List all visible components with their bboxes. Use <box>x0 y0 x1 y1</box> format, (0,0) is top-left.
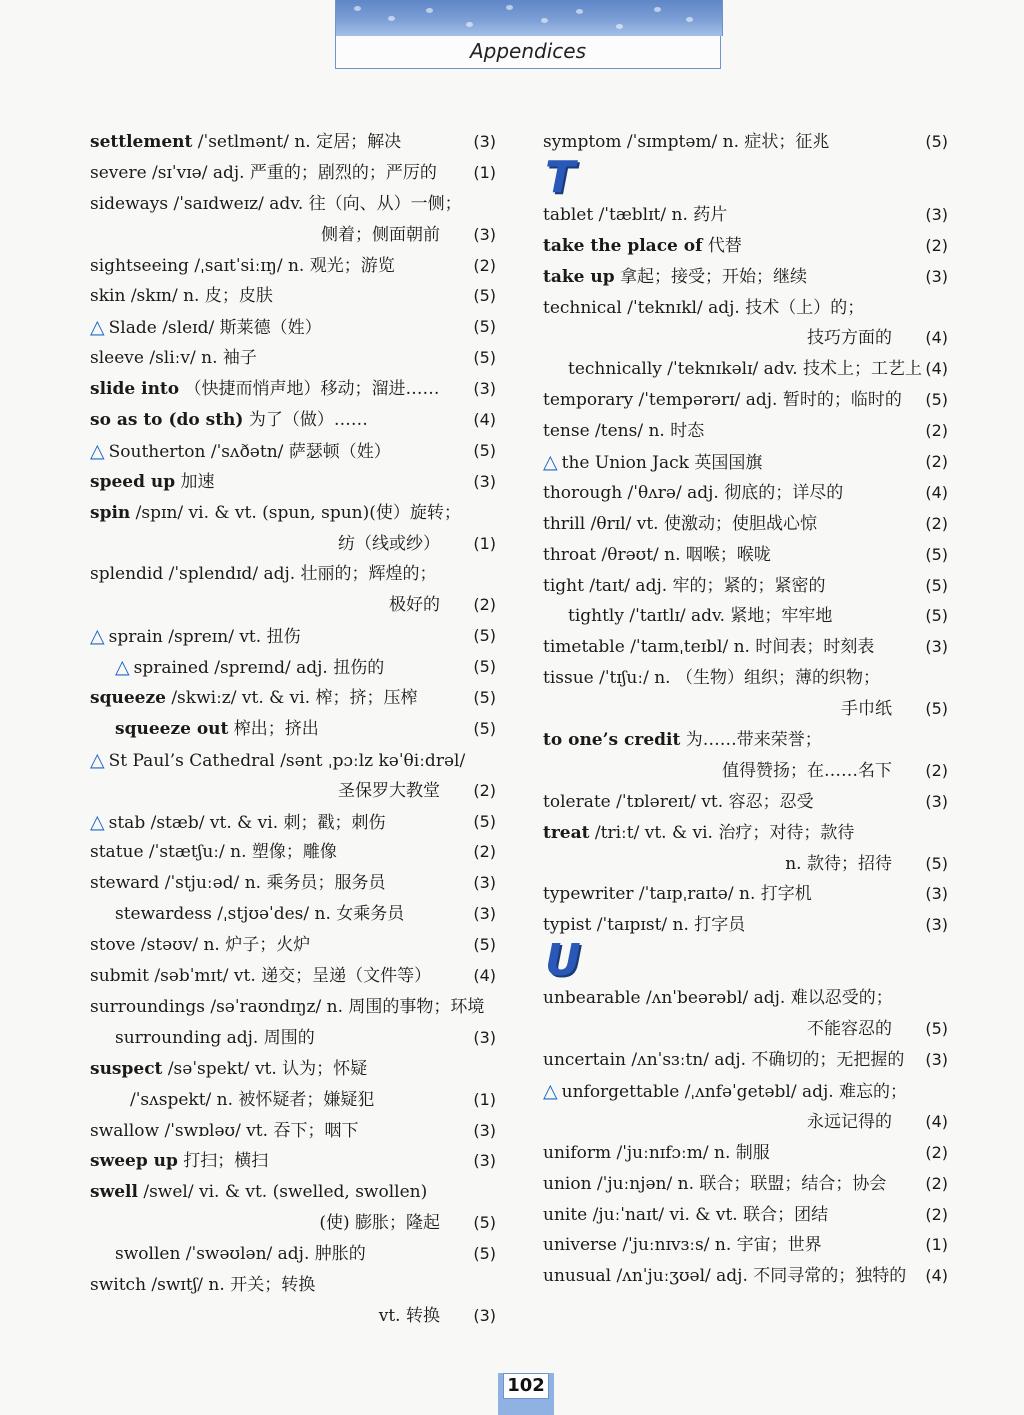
glossary-entry <box>90 1177 496 1208</box>
glossary-entry <box>90 992 496 1023</box>
entry-text: squeeze /skwiːz/ vt. & vi. 榨；挤；压榨 <box>90 688 418 709</box>
entry-text: take up 拿起；接受；开始；继续 <box>543 266 808 287</box>
entry-text: speed up 加速 <box>90 471 215 492</box>
unit-number: (3) <box>925 915 948 935</box>
unit-number: (2) <box>925 513 948 533</box>
unit-number: (2) <box>473 842 496 862</box>
unit-number: (3) <box>473 379 496 399</box>
unit-number: (4) <box>925 482 948 502</box>
glossary-entry <box>90 281 496 312</box>
glossary-entry <box>90 652 496 683</box>
entry-text: 纺（线或纱） <box>338 533 440 554</box>
glossary-entry <box>543 1138 948 1169</box>
unit-number: (5) <box>925 699 948 719</box>
unit-number: (1) <box>925 1235 948 1255</box>
glossary-entry-continuation <box>543 1107 948 1138</box>
glossary-right-column <box>543 127 948 1292</box>
glossary-entry <box>90 837 496 868</box>
glossary-entry <box>543 200 948 231</box>
unit-number: (2) <box>925 235 948 255</box>
unit-number: (3) <box>473 1305 496 1325</box>
triangle-icon: △ <box>90 316 105 339</box>
glossary-entry <box>90 158 496 189</box>
glossary-entry <box>90 559 496 590</box>
glossary-entry <box>543 1169 948 1200</box>
triangle-icon: △ <box>90 748 105 771</box>
glossary-entry <box>543 1230 948 1261</box>
entry-text: universe /ˈjuːnɪvɜːs/ n. 宇宙；世界 <box>543 1235 822 1256</box>
triangle-icon: △ <box>543 451 558 474</box>
glossary-entry-continuation <box>90 1208 496 1239</box>
entry-text: 侧着；侧面朝前 <box>321 224 440 245</box>
glossary-entry <box>90 930 496 961</box>
glossary-entry <box>90 807 496 838</box>
glossary-entry <box>90 467 496 498</box>
entry-text: swell /swel/ vi. & vt. (swelled, swollen) <box>90 1182 428 1203</box>
unit-number: (4) <box>925 328 948 348</box>
entry-text: unite /juːˈnaɪt/ vi. & vt. 联合；团结 <box>543 1204 829 1225</box>
glossary-entry <box>543 416 948 447</box>
entry-text: surrounding adj. 周围的 <box>115 1027 315 1048</box>
entry-text: uniform /ˈjuːnɪfɔːm/ n. 制服 <box>543 1142 770 1163</box>
entry-text: suspect /səˈspekt/ vt. 认为；怀疑 <box>90 1058 368 1079</box>
entry-text: tissue /ˈtɪʃuː/ n. （生物）组织；薄的织物； <box>543 668 880 689</box>
glossary-entry-continuation <box>90 529 496 560</box>
entry-text: 不能容忍的 <box>807 1019 892 1040</box>
entry-text: surroundings /səˈraʊndɪŋz/ n. 周围的事物；环境 <box>90 996 485 1017</box>
unit-number: (5) <box>925 606 948 626</box>
glossary-entry-continuation <box>543 849 948 880</box>
glossary-entry <box>90 312 496 343</box>
unit-number: (5) <box>473 286 496 306</box>
glossary-entry <box>90 899 496 930</box>
unit-number: (4) <box>925 1111 948 1131</box>
glossary-entry <box>543 818 948 849</box>
glossary-entry <box>90 1085 496 1116</box>
glossary-entry <box>90 868 496 899</box>
entry-text: unforgettable /ˌʌnfəˈgetəbl/ adj. 难忘的； <box>561 1081 908 1102</box>
entry-text: 圣保罗大教堂 <box>338 780 440 801</box>
glossary-entry <box>543 478 948 509</box>
entry-text: symptom /ˈsɪmptəm/ n. 症状；征兆 <box>543 132 830 152</box>
glossary-entry <box>90 127 496 158</box>
entry-text: sprain /spreɪn/ vt. 扭伤 <box>108 627 301 648</box>
entry-text: sleeve /sliːv/ n. 袖子 <box>90 348 257 369</box>
triangle-icon: △ <box>90 625 105 648</box>
unit-number: (3) <box>473 1151 496 1171</box>
unit-number: (5) <box>473 348 496 368</box>
glossary-entry <box>90 1239 496 1270</box>
entry-text: tense /tens/ n. 时态 <box>543 421 705 442</box>
unit-number: (5) <box>925 132 948 151</box>
glossary-entry-continuation <box>90 1301 496 1332</box>
entry-text: sightseeing /ˌsaɪtˈsiːɪŋ/ n. 观光；游览 <box>90 255 395 276</box>
glossary-entry-continuation <box>543 756 948 787</box>
unit-number: (3) <box>473 224 496 244</box>
entry-text: St Paul’s Cathedral /sənt ˌpɔːlz kəˈθiːdrəl/ <box>108 750 466 771</box>
glossary-entry <box>90 498 496 529</box>
glossary-entry-continuation <box>90 776 496 807</box>
triangle-icon: △ <box>90 439 105 462</box>
entry-text: tightly /ˈtaɪtlɪ/ adv. 紧地；牢牢地 <box>568 606 833 627</box>
triangle-icon: △ <box>90 810 105 833</box>
entry-text: switch /swɪtʃ/ n. 开关；转换 <box>90 1274 316 1295</box>
entry-text: slide into （快捷而悄声地）移动；溜进…… <box>90 379 440 400</box>
entry-text: technical /ˈteknɪkl/ adj. 技术（上）的； <box>543 297 865 318</box>
glossary-entry <box>90 251 496 282</box>
entry-text: swallow /ˈswɒləʊ/ vt. 吞下；咽下 <box>90 1120 359 1141</box>
unit-number: (5) <box>925 390 948 410</box>
glossary-entry <box>543 540 948 571</box>
entry-text: Southerton /ˈsʌðətn/ 萨瑟顿（姓） <box>108 441 391 462</box>
unit-number: (2) <box>473 780 496 800</box>
page-section-title: Appendices <box>335 36 721 69</box>
entry-text: vt. 转换 <box>378 1305 440 1326</box>
glossary-entry <box>90 961 496 992</box>
entry-text: 技巧方面的 <box>807 328 892 349</box>
unit-number: (1) <box>473 533 496 553</box>
unit-number: (3) <box>925 637 948 657</box>
unit-number: (3) <box>473 1027 496 1047</box>
entry-text: skin /skɪn/ n. 皮；皮肤 <box>90 286 273 307</box>
entry-text: submit /səbˈmɪt/ vt. 递交；呈递（文件等） <box>90 966 432 987</box>
entry-text: 极好的 <box>389 595 440 616</box>
entry-text: n. 款待；招待 <box>785 853 892 874</box>
glossary-entry-continuation <box>543 1014 948 1045</box>
entry-text: sweep up 打扫；横扫 <box>90 1151 269 1172</box>
glossary-entry <box>90 683 496 714</box>
glossary-entry <box>543 601 948 632</box>
page-number-tab <box>498 1373 554 1415</box>
glossary-entry-continuation <box>90 220 496 251</box>
glossary-entry-continuation <box>90 590 496 621</box>
entry-text: unusual /ʌnˈjuːʒʊəl/ adj. 不同寻常的；独特的 <box>543 1266 907 1287</box>
glossary-entry <box>90 189 496 220</box>
entry-text: statue /ˈstætʃuː/ n. 塑像；雕像 <box>90 842 337 863</box>
entry-text: thorough /ˈθʌrə/ adj. 彻底的；详尽的 <box>543 482 844 503</box>
entry-text: spin /spɪn/ vi. & vt. (spun, spun)(使）旋转； <box>90 502 461 523</box>
unit-number: (3) <box>925 204 948 224</box>
unit-number: (2) <box>925 1173 948 1193</box>
unit-number: (3) <box>925 884 948 904</box>
entry-text: 手巾纸 <box>841 699 892 720</box>
unit-number: (3) <box>473 1120 496 1140</box>
entry-text: uncertain /ʌnˈsɜːtn/ adj. 不确切的；无把握的 <box>543 1050 905 1071</box>
unit-number: (2) <box>925 1204 948 1224</box>
glossary-entry <box>90 436 496 467</box>
unit-number: (5) <box>473 935 496 955</box>
entry-text: sprained /spreɪnd/ adj. 扭伤的 <box>133 658 385 679</box>
glossary-entry <box>90 1054 496 1085</box>
glossary-entry <box>90 714 496 745</box>
glossary-entry <box>543 509 948 540</box>
unit-number: (3) <box>473 132 496 151</box>
unit-number: (2) <box>925 452 948 472</box>
unit-number: (5) <box>925 544 948 564</box>
unit-number: (5) <box>473 657 496 677</box>
unit-number: (5) <box>473 688 496 708</box>
unit-number: (2) <box>925 760 948 780</box>
glossary-entry <box>543 293 948 324</box>
page-number: 102 <box>503 1373 549 1399</box>
unit-number: (3) <box>473 471 496 491</box>
glossary-entry <box>90 374 496 405</box>
unit-number: (4) <box>925 1266 948 1286</box>
glossary-entry <box>543 983 948 1014</box>
unit-number: (5) <box>925 1019 948 1039</box>
unit-number: (5) <box>473 626 496 646</box>
unit-number: (5) <box>473 317 496 337</box>
unit-number: (5) <box>473 1213 496 1233</box>
glossary-entry <box>543 1045 948 1076</box>
glossary-entry-continuation <box>543 694 948 725</box>
entry-text: stewardess /ˌstjʊəˈdes/ n. 女乘务员 <box>115 904 405 925</box>
unit-number: (2) <box>925 1142 948 1162</box>
unit-number: (3) <box>473 904 496 924</box>
entry-text: union /ˈjuːnjən/ n. 联合；联盟；结合；协会 <box>543 1173 887 1194</box>
glossary-entry <box>90 1146 496 1177</box>
entry-text: unbearable /ʌnˈbeərəbl/ adj. 难以忍受的； <box>543 988 893 1009</box>
entry-text: steward /ˈstjuːəd/ n. 乘务员；服务员 <box>90 873 386 894</box>
glossary-entry <box>543 385 948 416</box>
entry-text: tolerate /ˈtɒləreɪt/ vt. 容忍；忍受 <box>543 791 814 812</box>
unit-number: (5) <box>925 853 948 873</box>
glossary-entry <box>543 571 948 602</box>
unit-number: (3) <box>473 873 496 893</box>
entry-text: take the place of 代替 <box>543 235 742 256</box>
glossary-entry <box>90 621 496 652</box>
glossary-entry <box>543 354 948 385</box>
glossary-entry <box>543 910 948 941</box>
unit-number: (4) <box>473 410 496 430</box>
entry-text: stab /stæb/ vt. & vi. 刺；戳；刺伤 <box>108 812 386 833</box>
entry-text: 值得赞扬；在……名下 <box>722 760 892 781</box>
entry-text: Slade /sleɪd/ 斯莱德（姓） <box>108 318 322 339</box>
entry-text: throat /θrəʊt/ n. 咽喉；喉咙 <box>543 544 771 565</box>
glossary-entry <box>543 632 948 663</box>
glossary-entry <box>90 405 496 436</box>
unit-number: (5) <box>925 575 948 595</box>
entry-text: so as to (do sth) 为了（做）…… <box>90 410 368 431</box>
entry-text: to one’s credit 为……带来荣誉； <box>543 730 822 751</box>
unit-number: (1) <box>473 1089 496 1109</box>
unit-number: (5) <box>473 718 496 738</box>
glossary-entry <box>543 231 948 262</box>
unit-number: (3) <box>925 791 948 811</box>
unit-number: (5) <box>473 811 496 831</box>
entry-text: swollen /ˈswəʊlən/ adj. 肿胀的 <box>115 1244 366 1265</box>
entry-text: 永远记得的 <box>807 1111 892 1132</box>
entry-text: temporary /ˈtempərərɪ/ adj. 暂时的；临时的 <box>543 390 902 411</box>
entry-text: splendid /ˈsplendɪd/ adj. 壮丽的；辉煌的； <box>90 564 437 585</box>
unit-number: (2) <box>473 595 496 615</box>
entry-text: /ˈsʌspekt/ n. 被怀疑者；嫌疑犯 <box>130 1089 375 1110</box>
glossary-entry <box>90 343 496 374</box>
triangle-icon: △ <box>543 1079 558 1102</box>
entry-text: (使) 膨胀；隆起 <box>319 1213 440 1234</box>
entry-text: technically /ˈteknɪkəlɪ/ adv. 技术上；工艺上 <box>568 359 923 380</box>
glossary-entry <box>543 447 948 478</box>
entry-text: settlement /ˈsetlmənt/ n. 定居；解决 <box>90 132 402 152</box>
triangle-icon: △ <box>115 656 130 679</box>
entry-text: typist /ˈtaɪpɪst/ n. 打字员 <box>543 915 746 936</box>
glossary-entry <box>543 879 948 910</box>
glossary-entry <box>90 1023 496 1054</box>
unit-number: (1) <box>473 162 496 182</box>
section-letter: T <box>545 151 576 203</box>
glossary-entry <box>90 1270 496 1301</box>
entry-text: typewriter /ˈtaɪpˌraɪtə/ n. 打字机 <box>543 884 812 905</box>
glossary-entry <box>543 262 948 293</box>
glossary-entry <box>543 1261 948 1292</box>
glossary-left-column <box>90 127 496 1332</box>
glossary-entry <box>90 1116 496 1147</box>
section-letter: U <box>545 935 581 987</box>
glossary-entry-continuation <box>543 323 948 354</box>
unit-number: (3) <box>925 1050 948 1070</box>
unit-number: (2) <box>473 255 496 275</box>
unit-number: (2) <box>925 421 948 441</box>
glossary-entry <box>543 725 948 756</box>
entry-text: squeeze out 榨出；挤出 <box>115 718 319 739</box>
header-decoration <box>335 0 723 36</box>
entry-text: treat /triːt/ vt. & vi. 治疗；对待；款待 <box>543 822 855 843</box>
unit-number: (4) <box>473 966 496 986</box>
unit-number: (4) <box>925 359 948 379</box>
glossary-entry <box>90 745 496 776</box>
glossary-entry <box>543 787 948 818</box>
unit-number: (5) <box>473 440 496 460</box>
entry-text: timetable /ˈtaɪmˌteɪbl/ n. 时间表；时刻表 <box>543 637 875 658</box>
entry-text: thrill /θrɪl/ vt. 使激动；使胆战心惊 <box>543 513 817 534</box>
entry-text: tablet /ˈtæblɪt/ n. 药片 <box>543 204 728 225</box>
glossary-entry <box>543 663 948 694</box>
unit-number: (5) <box>473 1244 496 1264</box>
entry-text: stove /stəʊv/ n. 炉子；火炉 <box>90 935 311 956</box>
glossary-entry <box>543 1200 948 1231</box>
glossary-entry <box>543 1076 948 1107</box>
entry-text: the Union Jack 英国国旗 <box>561 453 763 474</box>
entry-text: tight /taɪt/ adj. 牢的；紧的；紧密的 <box>543 575 826 596</box>
unit-number: (3) <box>925 266 948 286</box>
glossary-entry <box>543 127 948 158</box>
entry-text: sideways /ˈsaɪdweɪz/ adv. 往（向、从）一侧； <box>90 193 462 214</box>
entry-text: severe /sɪˈvɪə/ adj. 严重的；剧烈的；严厉的 <box>90 162 437 183</box>
